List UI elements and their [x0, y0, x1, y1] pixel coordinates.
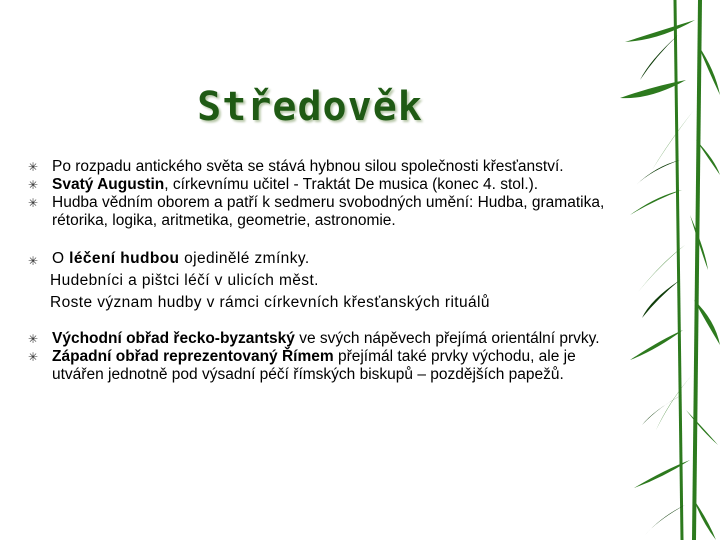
- bullet-icon: ✳: [28, 350, 39, 364]
- bullet-item: [28, 194, 628, 230]
- bullet-icon: ✳: [28, 160, 39, 174]
- bullet-icon: ✳: [28, 178, 39, 192]
- bullet-text: Po rozpadu antického světa se stává hybnou silou společnosti křesťanství.: [52, 158, 564, 175]
- bullet-item: [28, 158, 628, 176]
- bullet-bold-text: Východní obřad řecko-byzantský: [52, 330, 295, 347]
- bullet-icon: ✳: [28, 332, 39, 346]
- bullet-text: přejímál také prvky východu, ale je utvářen jednotně pod výsadní péčí římských biskupů – pozdějších papežů.: [52, 348, 576, 383]
- bullet-text: ojedinělé zmínky.: [179, 250, 310, 267]
- text-line: Hudebníci a pištci léčí v ulicích měst.: [50, 272, 319, 289]
- text-line: Roste význam hudby v rámci církevních křesťanských rituálů: [50, 294, 490, 311]
- bullet-icon: ✳: [28, 254, 39, 268]
- bullet-item: [28, 330, 628, 348]
- bullet-text: Hudba vědním oborem a patří k sedmeru svobodných umění: Hudba, gramatika, rétorika, logika, aritmetika, geometrie, astronomie.: [52, 194, 605, 229]
- bullet-item: [28, 348, 628, 384]
- bullet-text: ve svých nápěvech přejímá orientální prvky.: [294, 330, 600, 347]
- bullet-text: , církevnímu učitel - Traktát De musica (konec 4. stol.).: [164, 176, 539, 193]
- bullet-list: [28, 158, 628, 384]
- bullet-text: O: [52, 250, 70, 267]
- slide-title: Středověk: [197, 84, 423, 130]
- bullet-item: [28, 248, 628, 270]
- bullet-bold-text: Svatý Augustin: [52, 176, 165, 193]
- bullet-icon: ✳: [28, 196, 39, 210]
- bullet-bold-text: Západní obřad reprezentovaný Římem: [52, 348, 334, 365]
- bamboo-decoration: [590, 0, 720, 540]
- bullet-bold-text: léčení hudbou: [69, 250, 180, 267]
- bullet-item: [28, 176, 628, 194]
